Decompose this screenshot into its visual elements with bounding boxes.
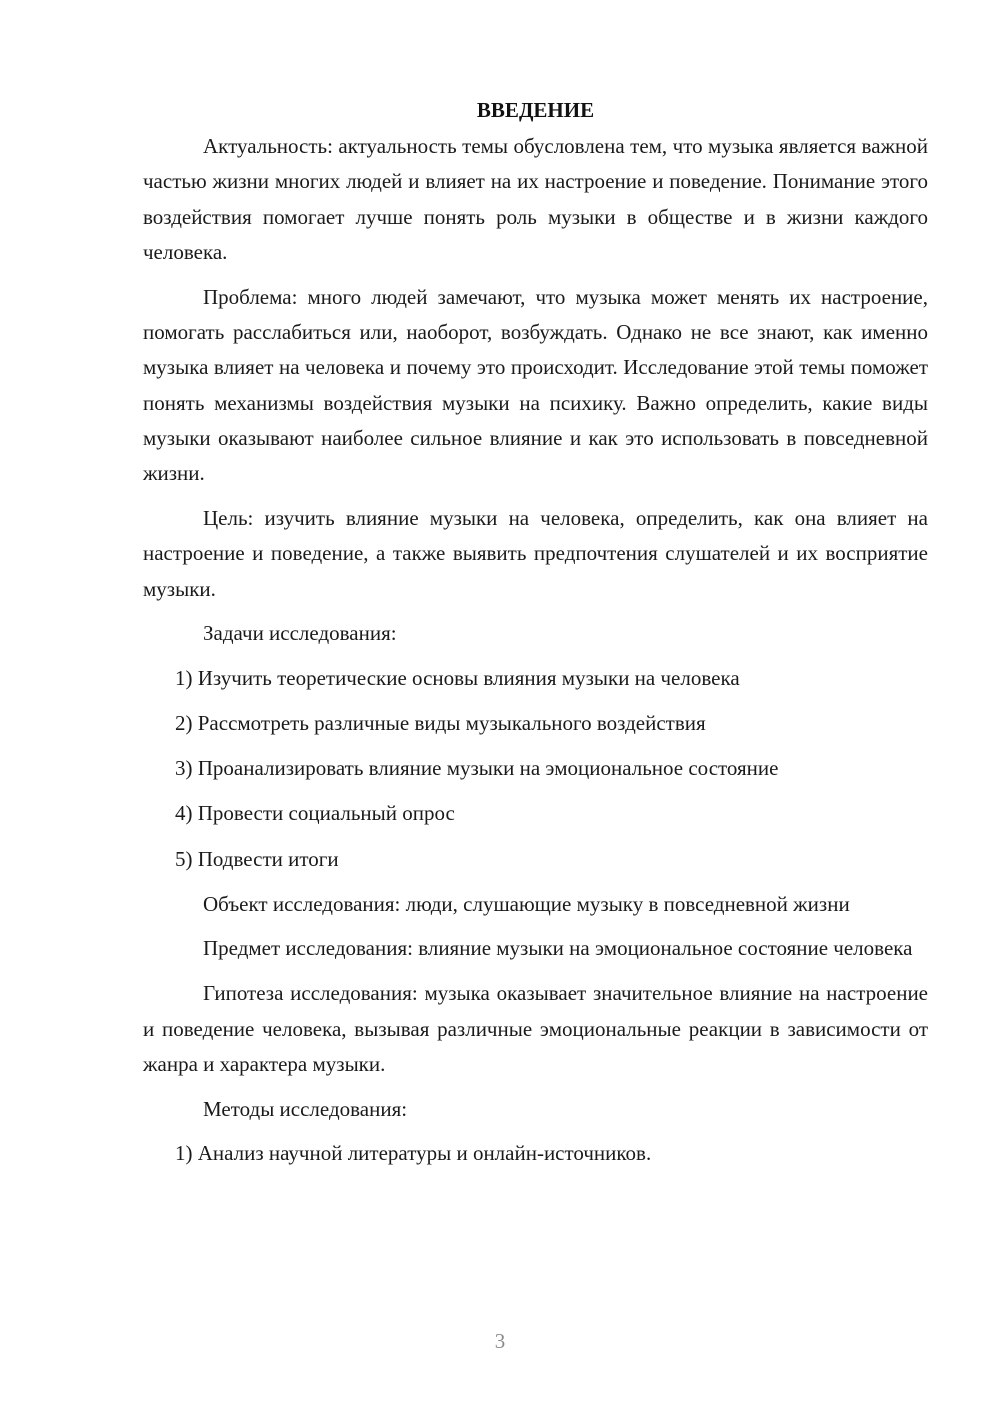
list-item: 1) Анализ научной литературы и онлайн-источников. — [175, 1141, 652, 1166]
page-number: 3 — [494, 1329, 506, 1353]
tasks-list — [143, 661, 928, 877]
hypothesis-paragraph: Гипотеза исследования: музыка оказывает значительное влияние на настроение и поведение человека, вызывая различные эмоциональные реакции в зависимости от жанра и характера музыки. — [143, 981, 928, 1076]
subject-paragraph: Предмет исследования: влияние музыки на эмоциональное состояние человека — [203, 936, 913, 961]
list-item: 1) Изучить теоретические основы влияния музыки на человека — [175, 666, 740, 691]
list-item: 2) Рассмотреть различные виды музыкального воздействия — [175, 711, 706, 736]
goal-paragraph: Цель: изучить влияние музыки на человека, определить, как она влияет на настроение и поведение, а также выявить предпочтения слушателей и их восприятие музыки. — [143, 505, 928, 601]
section-title: ВВЕДЕНИЕ — [476, 98, 595, 122]
list-item: 3) Проанализировать влияние музыки на эмоциональное состояние — [175, 756, 779, 781]
object-paragraph: Объект исследования: люди, слушающие музыку в повседневной жизни — [203, 891, 850, 916]
relevance-paragraph: Актуальность: актуальность темы обусловлена тем, что музыка является важной частью жизни многих людей и влияет на их настроение и поведение. Понимание этого воздействия помогает лучше понять роль музыки в обществе и в жизни каждого человека. — [143, 134, 928, 264]
problem-paragraph: Проблема: много людей замечают, что музыка может менять их настроение, помогать расслабиться или, наоборот, возбуждать. Однако не все знают, как именно музыка влияет на человека и почему это происходит. Исследование этой темы поможет понять механизмы воздействия музыки на психику. Важно определить, какие виды музыки оказывают наиболее сильное влияние и как это использовать в повседневной жизни. — [143, 284, 928, 486]
methods-heading: Методы исследования: — [203, 1096, 408, 1121]
document-page — [143, 95, 928, 1182]
list-item: 4) Провести социальный опрос — [175, 801, 455, 826]
list-item: 5) Подвести итоги — [175, 846, 339, 871]
tasks-heading: Задачи исследования: — [203, 621, 397, 646]
methods-list — [143, 1136, 928, 1171]
